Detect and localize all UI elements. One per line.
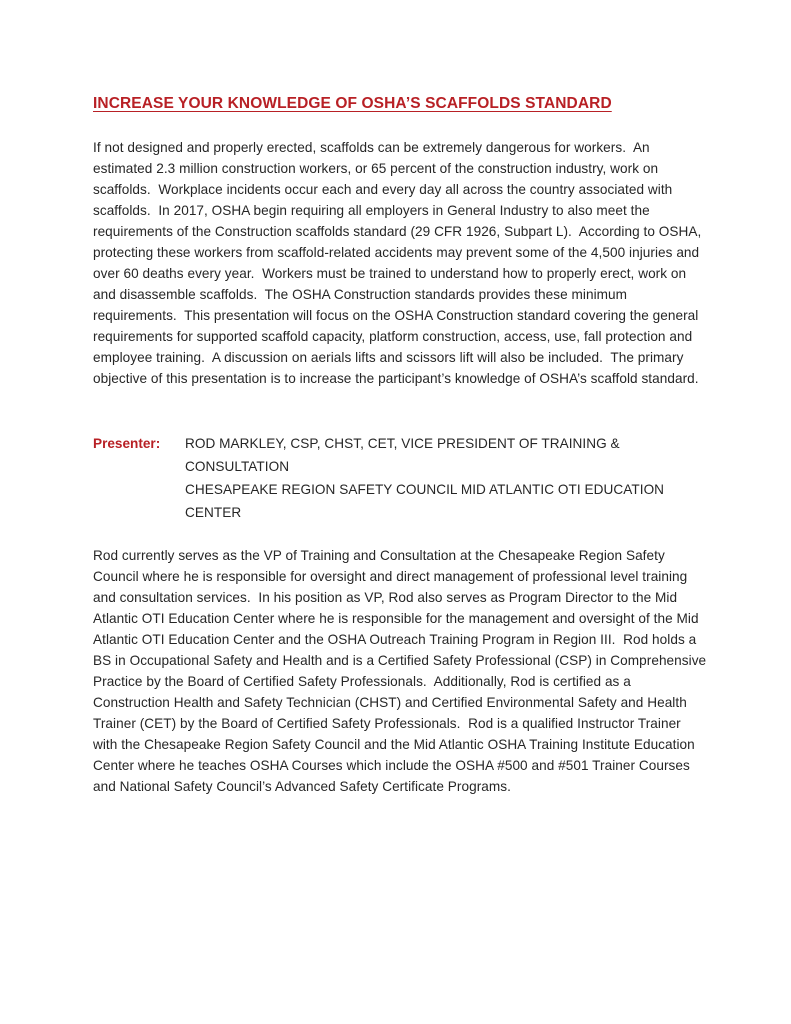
bio-paragraph: Rod currently serves as the VP of Training and Consultation at the Chesapeake Region Safety Council where he is responsible for oversight and direct management of professional level training and consultation services. In his position as VP, Rod also serves as Program Director to the Mid Atlantic OTI Education Center where he is responsible for the management and oversight of the Mid Atlantic OTI Education Center and the OSHA Outreach Training Program in Region III. Rod holds a BS in Occupational Safety and Health and is a Certified Safety Professional (CSP) in Comprehensive Practice by the Board of Certified Safety Professionals. Additionally, Rod is certified as a Construction Health and Safety Technician (CHST) and Certified Environmental Safety and Health Trainer (CET) by the Board of Certified Safety Professionals. Rod is a qualified Instructor Trainer with the Chesapeake Region Safety Council and the Mid Atlantic OSHA Training Institute Education Center where he teaches OSHA Courses which include the OSHA #500 and #501 Trainer Courses and National Safety Council’s Advanced Safety Certificate Programs. xyxy=(93,548,710,794)
document-content xyxy=(93,95,710,797)
presenter-details xyxy=(185,432,707,524)
presenter-section xyxy=(93,432,707,524)
presenter-name-line: ROD MARKLEY, CSP, CHST, CET, VICE PRESIDENT OF TRAINING & CONSULTATION xyxy=(185,436,620,474)
presenter-label: Presenter: xyxy=(93,436,161,451)
intro-paragraph: If not designed and properly erected, scaffolds can be extremely dangerous for workers. An estimated 2.3 million construction workers, or 65 percent of the construction industry, work on scaffolds. Workplace incidents occur each and every day all across the country associated with scaffolds. In 2017, OSHA begin requiring all employers in General Industry to also meet the requirements of the Construction scaffolds standard (29 CFR 1926, Subpart L). According to OSHA, protecting these workers from scaffold-related accidents may prevent some of the 4,500 injuries and over 60 deaths every year. Workers must be trained to understand how to properly erect, work on and disassemble scaffolds. The OSHA Construction standards provides these minimum requirements. This presentation will focus on the OSHA Construction standard covering the general requirements for supported scaffold capacity, platform construction, access, use, fall protection and employee training. A discussion on aerials lifts and scissors lift will also be included. The primary objective of this presentation is to increase the participant’s knowledge of OSHA’s scaffold standard. xyxy=(93,140,706,386)
presenter-org-line: CHESAPEAKE REGION SAFETY COUNCIL MID ATLANTIC OTI EDUCATION CENTER xyxy=(185,482,665,520)
document-title: INCREASE YOUR KNOWLEDGE OF OSHA’S SCAFFOLDS STANDARD xyxy=(93,95,612,112)
